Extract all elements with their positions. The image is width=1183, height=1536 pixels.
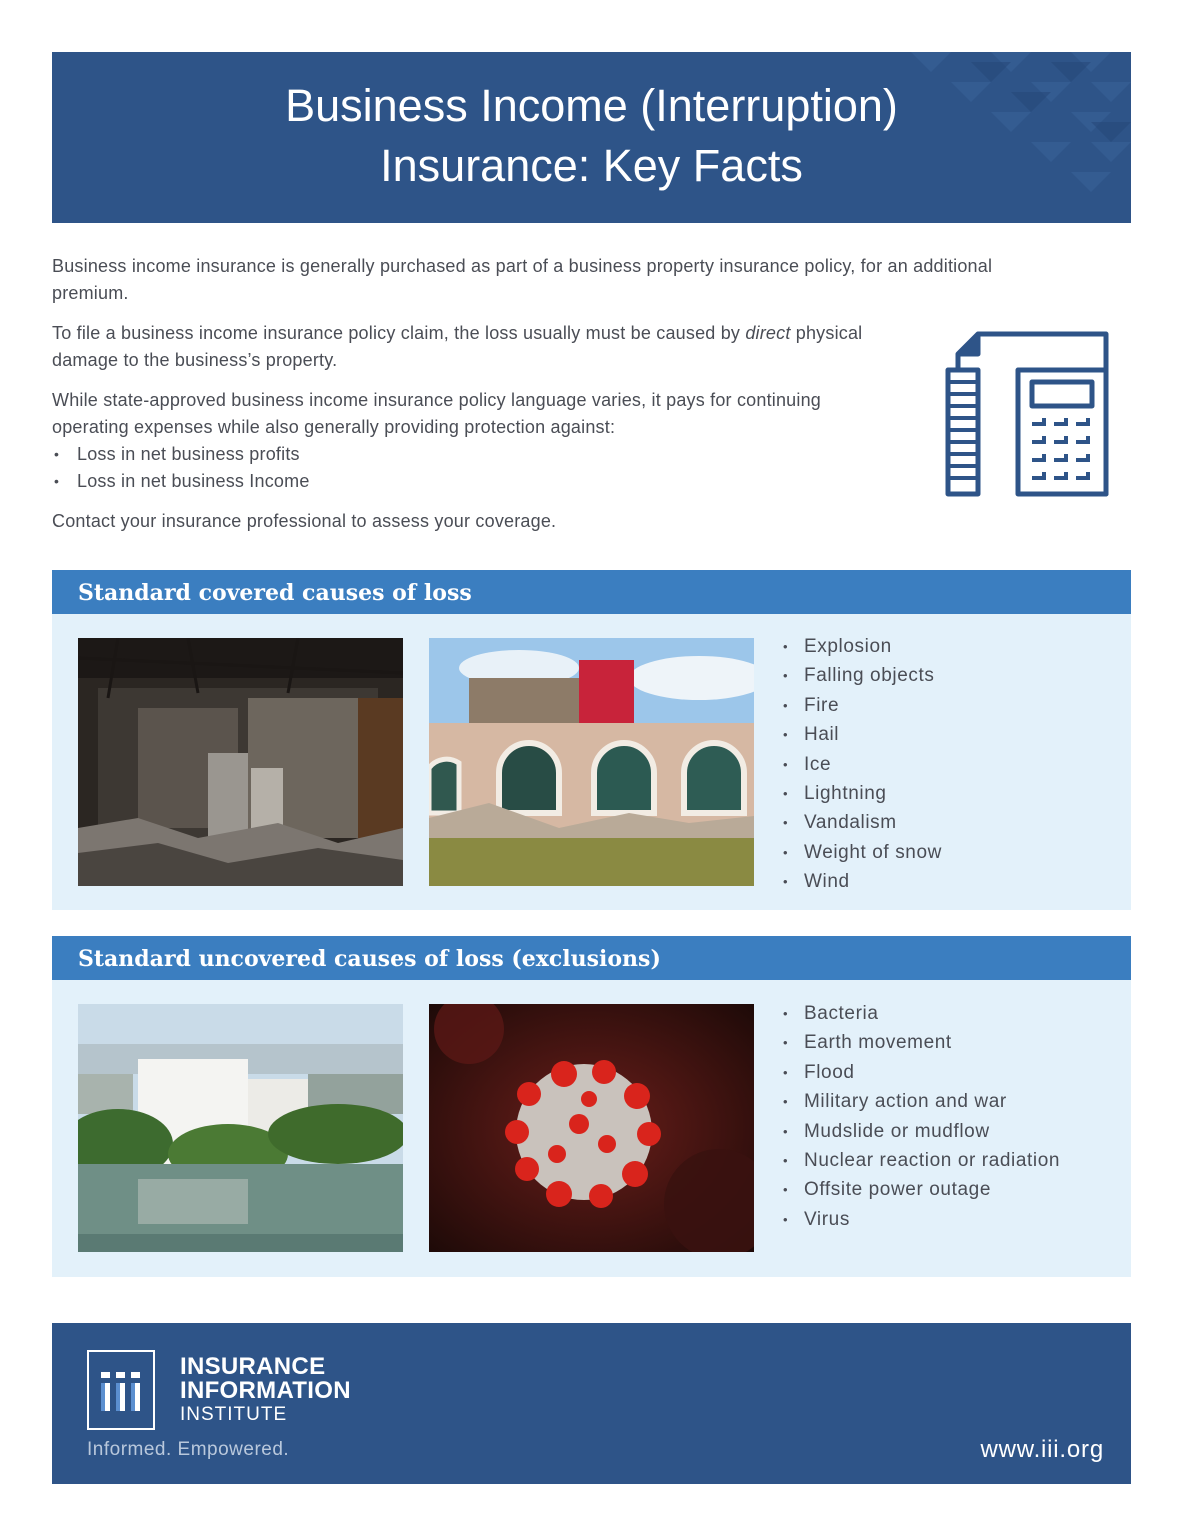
list-item: • Hail [780, 720, 942, 749]
intro-text [52, 253, 1042, 548]
covered-causes-list [780, 632, 942, 897]
list-item: • Earth movement [780, 1028, 1060, 1057]
website-link[interactable]: www.iii.org [980, 1436, 1104, 1463]
title-banner [52, 52, 1131, 223]
list-item: • Offsite power outage [780, 1175, 1060, 1204]
covered-section [52, 570, 1131, 910]
intro-paragraph-2-start: To file a business income insurance policy claim, the loss usually must be caused by [52, 323, 746, 343]
intro-paragraph-2 [52, 320, 912, 374]
list-item: • Ice [780, 750, 942, 779]
footer [52, 1323, 1131, 1484]
uncovered-section [52, 936, 1131, 1277]
flood-photo [78, 1004, 403, 1252]
list-item: • Flood [780, 1058, 1060, 1087]
calculator-document-icon [940, 330, 1110, 498]
title-line-1: Business Income (Interruption) [285, 80, 898, 131]
title-line-2: Insurance: Key Facts [380, 140, 803, 191]
intro-paragraph-2-end: physical damage to the business’s property. [52, 323, 863, 370]
protection-list [52, 441, 1042, 495]
list-item: • Virus [780, 1205, 1060, 1234]
uncovered-heading: Standard uncovered causes of loss (exclusions) [52, 936, 1131, 980]
emphasis-direct: direct [745, 323, 791, 343]
intro-paragraph-3: While state-approved business income insurance policy language varies, it pays for continuing operating expenses while also generally providing protection against: [52, 390, 822, 437]
list-item: • Weight of snow [780, 838, 942, 867]
iii-logo-icon [87, 1350, 155, 1430]
list-item: • Falling objects [780, 661, 942, 690]
list-item: • Explosion [780, 632, 942, 661]
list-item: • Loss in net business profits [52, 441, 1042, 468]
virus-photo [429, 1004, 754, 1252]
fire-damage-photo [78, 638, 403, 886]
uncovered-causes-list [780, 999, 1060, 1234]
list-item: • Wind [780, 867, 942, 896]
tagline: Informed. Empowered. [87, 1439, 290, 1460]
org-name-line-1: INSURANCE [180, 1353, 326, 1380]
org-name-line-3: INSTITUTE [180, 1404, 288, 1425]
list-item: • Nuclear reaction or radiation [780, 1146, 1060, 1175]
list-item: • Military action and war [780, 1087, 1060, 1116]
page-title [52, 52, 1131, 196]
list-item: • Vandalism [780, 808, 942, 837]
covered-heading: Standard covered causes of loss [52, 570, 1131, 614]
org-name-line-2: INFORMATION [180, 1377, 351, 1404]
list-item: • Mudslide or mudflow [780, 1117, 1060, 1146]
intro-paragraph-4: Contact your insurance professional to assess your coverage. [52, 511, 557, 531]
organization-name [180, 1355, 351, 1427]
list-item: • Lightning [780, 779, 942, 808]
list-item: • Loss in net business Income [52, 468, 1042, 495]
wind-damage-photo [429, 638, 754, 886]
list-item: • Bacteria [780, 999, 1060, 1028]
list-item: • Fire [780, 691, 942, 720]
intro-paragraph-1: Business income insurance is generally purchased as part of a business property insurance policy, for an additional premium. [52, 256, 993, 303]
